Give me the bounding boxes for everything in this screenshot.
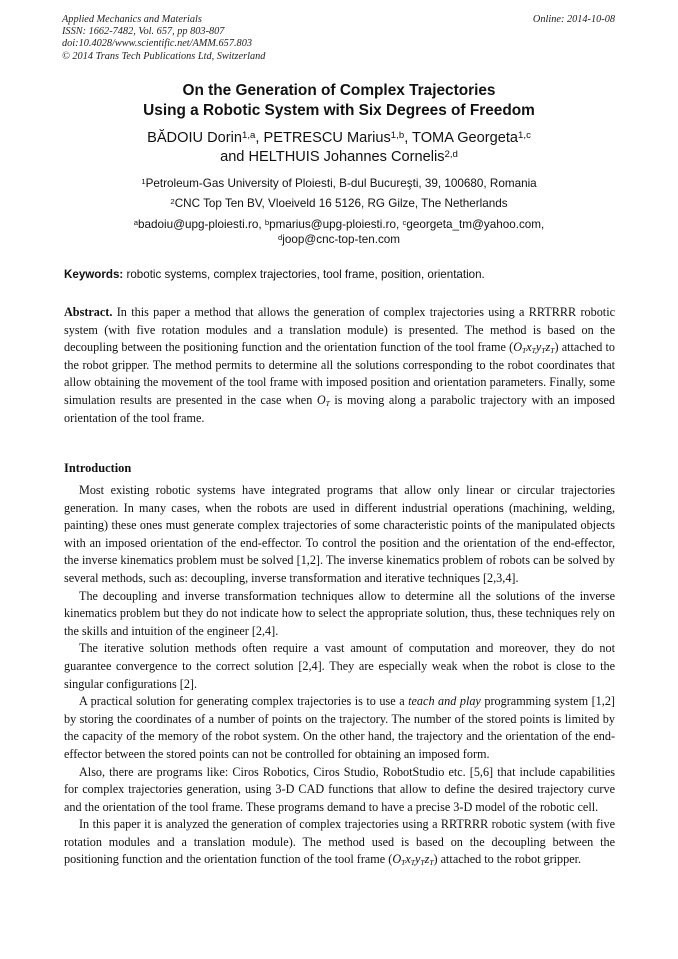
tool-origin-symbol: $O_T$: [316, 392, 330, 408]
author-toma-affil: 1,c: [518, 129, 531, 141]
keywords-text: robotic systems, complex trajectories, tool frame, position, orientation.: [123, 268, 485, 281]
affiliation-2: [40, 197, 638, 211]
abstract-label: Abstract.: [64, 305, 113, 319]
intro-paragraph-4: A practical solution for generating complex trajectories is to use a teach and play programming system [1,2] by storing the coordinates of a number of points on the trajectory. The number of the stored points is limited by the capacity of the memory of the robot system. On the other hand, the trajectory and the orientation of the end-effector between the stored points can not be controlled for obtaining an imposed form.: [64, 694, 615, 761]
email-b-mark: b: [264, 217, 270, 227]
affiliation-2-mark: 2: [170, 196, 175, 206]
affiliation-1-text: Petroleum-Gas University of Ploiesti, B-dul Bucureşti, 39, 100680, Romania: [145, 177, 537, 190]
paper-title: [40, 81, 638, 121]
author-line-2: [40, 148, 638, 167]
journal-copyright: © 2014 Trans Tech Publications Ltd, Switzerland: [62, 50, 266, 62]
author-list: [40, 129, 638, 167]
author-badoiu: BĂDOIU Dorin: [147, 130, 242, 146]
online-date: Online: 2014-10-08: [532, 14, 615, 25]
abstract-text-1: In this paper a method that allows the generation of complex trajectories using a RRTRRR robotic system (with five rotation modules and a translation module) is presented. The method is based on the decoupling between the positioning function and the orientation function of the tool frame (: [64, 305, 615, 355]
author-petrescu-affil: 1,b: [390, 129, 405, 141]
author-helthuis-affil: 2,d: [444, 148, 458, 160]
title-line-1: On the Generation of Complex Trajectories: [182, 82, 496, 99]
author-helthuis: HELTHUIS Johannes Cornelis: [248, 149, 445, 165]
tool-frame-symbol: $O_Tx_Ty_Tz_T$: [513, 340, 555, 356]
intro-paragraph-3: The iterative solution methods often require a vast amount of computation and moreover, they do not guarantee convergence to the correct solution [2,4]. They are especially weak when the robot is close to the singular configurations [2].: [64, 641, 615, 691]
title-line-2: Using a Robotic System with Six Degrees of Freedom: [143, 102, 535, 119]
intro-paragraph-1: Most existing robotic systems have integrated programs that allow only linear or circular trajectories generation. In many cases, when the robots are used in different industrial operations (machining, welding, painting) these ones must generate complex trajectories of some characteristic points of the manipulated objects with an imposed orientation of the end-effector. To control the position and the orientation of the end-effector, the inverse kinematics problem must be solved [1,2]. The inverse kinematics problem of robots can be solved by several methods, such as: decoupling, inverse transformation and iterative techniques [2,3,4].: [64, 483, 615, 585]
author-and: and: [220, 149, 249, 165]
keywords: [64, 268, 620, 282]
email-line-1: [40, 217, 638, 232]
keywords-label: Keywords:: [64, 268, 124, 281]
author-separator: ,: [255, 130, 264, 146]
author-separator: ,: [404, 130, 413, 146]
teach-and-play-term: teach and play: [408, 694, 481, 709]
author-line-1: [40, 129, 638, 148]
abstract: [64, 304, 615, 427]
author-emails: [40, 217, 638, 247]
email-d-mark: d: [277, 232, 283, 242]
journal-issn: ISSN: 1662-7482, Vol. 657, pp 803-807: [62, 26, 225, 38]
section-heading-introduction: Introduction: [64, 461, 132, 475]
email-c-mark: c: [402, 217, 407, 227]
affiliation-1-mark: 1: [141, 176, 146, 186]
abstract-text-3: is moving along a parabolic trajectory with an imposed orientation of the tool frame.: [64, 392, 615, 425]
email-toma: georgeta_tm@yahoo.com,: [406, 218, 545, 231]
abstract-text-2: ) attached to the robot gripper. The method permits to determine all the solutions corresponding to the robot coordinates that allow obtaining the movement of the tool frame with imposed position and orientation parameters. Finally, some simulation results are presented in the case when: [64, 340, 616, 407]
email-helthuis: joop@cnc-top-ten.com: [282, 233, 401, 246]
email-line-2: [40, 232, 638, 247]
intro-paragraph-2: The decoupling and inverse transformation techniques allow to determine all the solutions of the inverse kinematics problem but they do not indicate how to select the appropriate solution, thus, these techniques rely on the skills and intuition of the engineer [2,4].: [64, 588, 615, 638]
introduction-body: [64, 482, 615, 869]
journal-doi: doi:10.4028/www.scientific.net/AMM.657.803: [62, 38, 252, 50]
email-a-mark: a: [133, 217, 138, 227]
affiliation-1: [40, 177, 638, 191]
journal-header: [62, 14, 622, 63]
intro-paragraph-5: Also, there are programs like: Ciros Robotics, Ciros Studio, RobotStudio etc. [5,6] that include capabilities for complex trajectories generation, using 3-D CAD functions that allow to define the desired trajectory curve and the orientation of the tool frame. These programs demand to have a precise 3-D model of the robotic cell.: [64, 764, 615, 814]
email-petrescu: pmarius@upg-ploiesti.ro,: [269, 218, 403, 231]
email-badoiu: badoiu@upg-ploiesti.ro,: [138, 218, 265, 231]
author-petrescu: PETRESCU Marius: [263, 130, 391, 146]
author-badoiu-affil: 1,a: [241, 129, 256, 141]
intro-paragraph-6: In this paper it is analyzed the generation of complex trajectories using a RRTRRR robotic system (with five rotation modules and a translation module). The method used is based on the decoupling between the positioning function and the orientation function of the tool frame $(O_Tx_Ty_Tz_T)$ attached to the robot gripper.: [64, 817, 615, 868]
affiliation-2-text: CNC Top Ten BV, Vloeiveld 16 5126, RG Gilze, The Netherlands: [174, 197, 508, 210]
tool-frame-symbol: $O_Tx_Ty_Tz_T$: [392, 852, 434, 868]
journal-name: Applied Mechanics and Materials: [62, 14, 202, 25]
author-toma: TOMA Georgeta: [412, 130, 519, 146]
